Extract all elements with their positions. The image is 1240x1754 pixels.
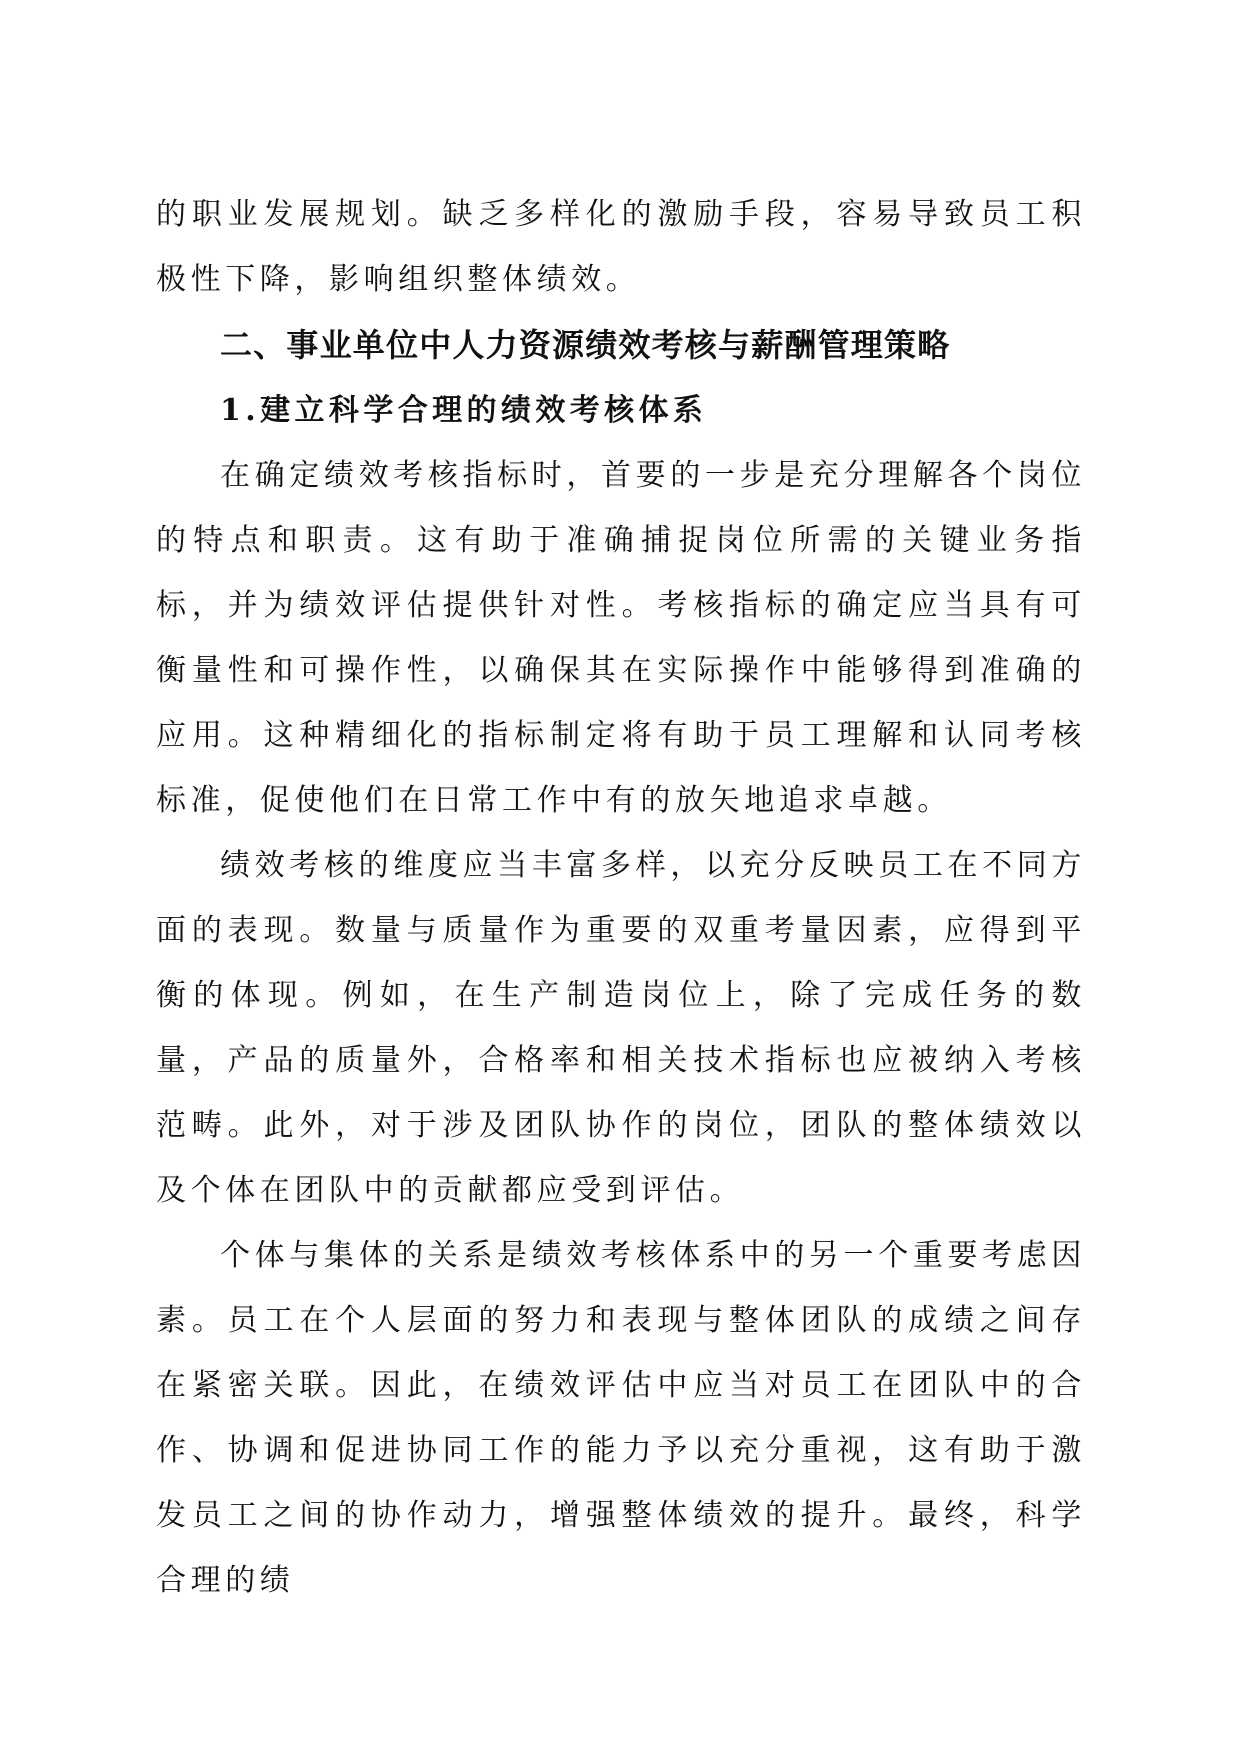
subsection-heading: 1.建立科学合理的绩效考核体系: [220, 393, 708, 428]
section-heading: 二、事业单位中人力资源绩效考核与薪酬管理策略: [220, 326, 951, 364]
body-paragraph: 在确定绩效考核指标时，首要的一步是充分理解各个岗位的特点和职责。这有助于准确捕捉岗位所需的关键业务指标，并为绩效评估提供针对性。考核指标的确定应当具有可衡量性和可操作性，以确保其在实际操作中能够得到准确的应用。这种精细化的指标制定将有助于员工理解和认同考核标准，促使他们在日常工作中有的放矢地追求卓越。: [156, 458, 1086, 818]
body-paragraph: 个体与集体的关系是绩效考核体系中的另一个重要考虑因素。员工在个人层面的努力和表现与整体团队的成绩之间存在紧密关联。因此，在绩效评估中应当对员工在团队中的合作、协调和促进协同工作的能力予以充分重视，这有助于激发员工之间的协作动力，增强整体绩效的提升。最终，科学合理的绩: [156, 1238, 1086, 1598]
continued-paragraph: 的职业发展规划。缺乏多样化的激励手段，容易导致员工积极性下降，影响组织整体绩效。: [156, 197, 1086, 297]
body-paragraph: 绩效考核的维度应当丰富多样，以充分反映员工在不同方面的表现。数量与质量作为重要的双重考量因素，应得到平衡的体现。例如，在生产制造岗位上，除了完成任务的数量，产品的质量外，合格率和相关技术指标也应被纳入考核范畴。此外，对于涉及团队协作的岗位，团队的整体绩效以及个体在团队中的贡献都应受到评估。: [156, 848, 1086, 1208]
